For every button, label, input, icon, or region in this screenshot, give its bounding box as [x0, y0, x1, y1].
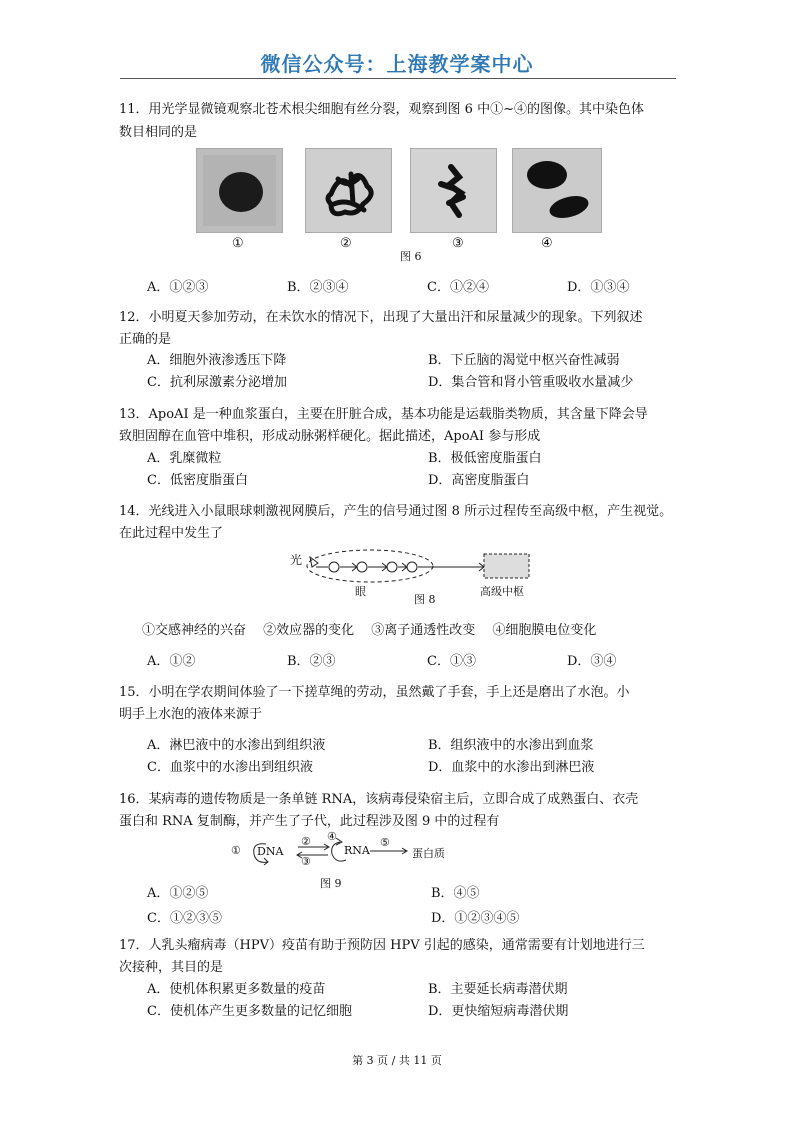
q12-option-b[interactable]: B．下丘脑的渴觉中枢兴奋性减弱: [428, 353, 620, 368]
micrograph-label-3: ③: [452, 236, 464, 251]
q15-option-c[interactable]: C．血浆中的水渗出到组织液: [147, 760, 313, 775]
q17-option-c[interactable]: C．使机体产生更多数量的记忆细胞: [147, 1004, 352, 1019]
q14-option-a[interactable]: A．①②: [147, 654, 196, 669]
fig9-dna-label: DNA: [257, 845, 284, 858]
micrograph-4: [512, 148, 602, 233]
q11-option-a[interactable]: A．①②③: [147, 280, 209, 295]
fig9-step-2: ②: [301, 835, 311, 848]
q16-option-d[interactable]: D．①②③④⑤: [431, 911, 520, 926]
fig8-light-label: 光: [290, 553, 303, 567]
q14-option-c[interactable]: C．①③: [427, 654, 476, 669]
figure-6-caption: 图 6: [400, 250, 422, 263]
q17-stem-line2: 次接种，其目的是: [119, 960, 224, 975]
header-divider: [120, 78, 676, 79]
figure-9-caption: 图 9: [320, 877, 342, 890]
q13-option-b[interactable]: B．极低密度脂蛋白: [428, 451, 542, 466]
micrograph-1: [196, 148, 283, 233]
q11-option-b[interactable]: B．②③④: [287, 280, 349, 295]
q14-statements: ①交感神经的兴奋 ②效应器的变化 ③离子通透性改变 ④细胞膜电位变化: [142, 623, 597, 638]
q13-stem-line2: 致胆固醇在血管中堆积，形成动脉粥样硬化。据此描述，ApoAI 参与形成: [119, 429, 541, 444]
q12-stem-line1: 12．小明夏天参加劳动，在未饮水的情况下，出现了大量出汗和尿量减少的现象。下列叙述: [119, 310, 643, 325]
q17-stem-line1: 17．人乳头瘤病毒（HPV）疫苗有助于预防因 HPV 引起的感染，通常需要有计划地进行三: [119, 938, 645, 953]
q13-option-d[interactable]: D．高密度脂蛋白: [428, 473, 530, 488]
q14-option-b[interactable]: B．②③: [287, 654, 336, 669]
q15-stem-line2: 明手上水泡的液体来源于: [119, 707, 263, 722]
fig9-step-3: ③: [301, 855, 311, 868]
micrograph-label-4: ④: [541, 236, 553, 251]
q15-option-a[interactable]: A．淋巴液中的水渗出到组织液: [147, 738, 326, 753]
q14-stem-line1: 14．光线进入小鼠眼球刺激视网膜后，产生的信号通过图 8 所示过程传至高级中枢，产生视觉。: [119, 504, 673, 519]
micrograph-label-1: ①: [232, 236, 244, 251]
q11-stem-line2: 数目相同的是: [119, 125, 198, 140]
fig9-step-1: ①: [231, 844, 241, 857]
q12-option-d[interactable]: D．集合管和肾小管重吸收水量减少: [428, 375, 634, 390]
q17-option-a[interactable]: A．使机体积累更多数量的疫苗: [147, 982, 326, 997]
figure-8-caption: 图 8: [414, 593, 436, 606]
q16-stem-line1: 16．某病毒的遗传物质是一条单链 RNA，该病毒侵染宿主后，立即合成了成熟蛋白、衣壳: [119, 792, 639, 807]
q17-option-b[interactable]: B．主要延长病毒潜伏期: [428, 982, 568, 997]
q11-option-d[interactable]: D．①③④: [567, 280, 630, 295]
q12-option-c[interactable]: C．抗利尿激素分泌增加: [147, 375, 287, 390]
q11-option-c[interactable]: C．①②④: [427, 280, 489, 295]
q16-option-a[interactable]: A．①②⑤: [147, 886, 209, 901]
fig8-eye-label: 眼: [355, 585, 366, 598]
fig9-protein-label: 蛋白质: [412, 847, 445, 860]
q16-option-b[interactable]: B．④⑤: [431, 886, 480, 901]
fig9-step-4: ④: [327, 830, 337, 843]
fig8-center-label: 高级中枢: [480, 585, 524, 598]
q16-option-c[interactable]: C．①②③⑤: [147, 911, 222, 926]
micrograph-label-2: ②: [340, 236, 352, 251]
fig9-step-5: ⑤: [380, 836, 390, 849]
q15-option-b[interactable]: B．组织液中的水渗出到血浆: [428, 738, 594, 753]
q15-option-d[interactable]: D．血浆中的水渗出到淋巴液: [428, 760, 595, 775]
q14-option-d[interactable]: D．③④: [567, 654, 617, 669]
q15-stem-line1: 15．小明在学农期间体验了一下搓草绳的劳动，虽然戴了手套，手上还是磨出了水泡。小: [119, 685, 630, 700]
micrograph-2: [305, 148, 392, 233]
q13-option-a[interactable]: A．乳糜微粒: [147, 451, 222, 466]
page-header-title: 微信公众号：上海教学案中心: [260, 52, 534, 76]
q13-option-c[interactable]: C．低密度脂蛋白: [147, 473, 248, 488]
q14-stem-line2: 在此过程中发生了: [119, 526, 224, 541]
page-number: 第 3 页 / 共 11 页: [352, 1054, 442, 1067]
fig9-rna-label: RNA: [344, 844, 370, 857]
q11-stem-line1: 11．用光学显微镜观察北苍术根尖细胞有丝分裂，观察到图 6 中①~④的图像。其中染色体: [119, 102, 644, 117]
q12-option-a[interactable]: A．细胞外液渗透压下降: [147, 353, 287, 368]
q12-stem-line2: 正确的是: [119, 332, 172, 347]
micrograph-3: [410, 148, 497, 233]
q16-stem-line2: 蛋白和 RNA 复制酶，并产生了子代，此过程涉及图 9 中的过程有: [119, 814, 500, 829]
q13-stem-line1: 13．ApoAI 是一种血浆蛋白，主要在肝脏合成，基本功能是运载脂类物质，其含量下降会导: [119, 407, 648, 422]
q17-option-d[interactable]: D．更快缩短病毒潜伏期: [428, 1004, 569, 1019]
